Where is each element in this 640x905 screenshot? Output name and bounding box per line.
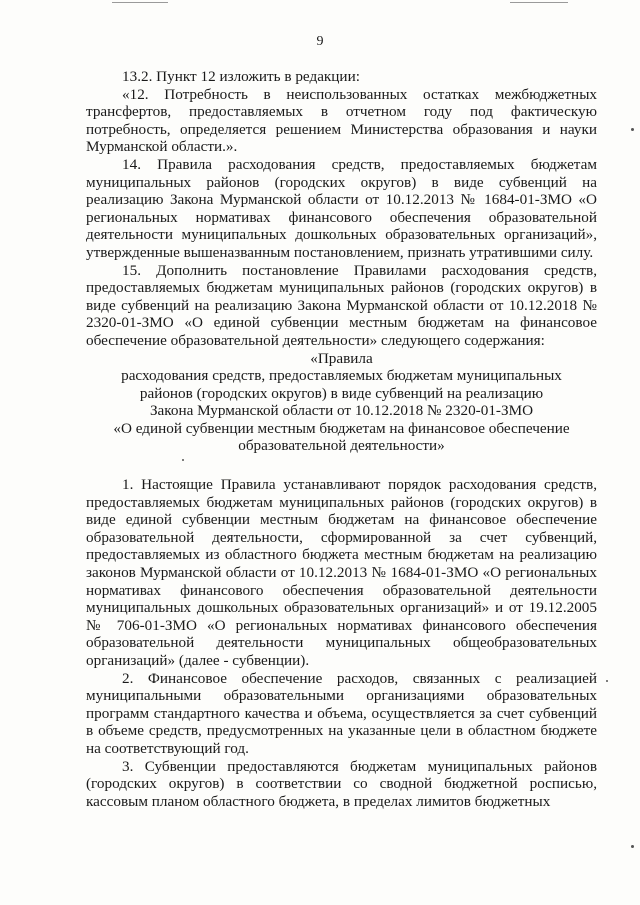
- document-body: [86, 68, 597, 810]
- rule-2: 2. Финансовое обеспечение расходов, связанных с реализацией муниципальными образовательными организациями образовательных программ стандартного качества и объема, осуществляется за счет субвенций в объеме средств, предусмотренных на указанные цели в областном бюджете на соответствующий год.: [86, 669, 597, 757]
- section-spacer: [86, 455, 597, 476]
- rule-3: 3. Субвенции предоставляются бюджетам муниципальных районов (городских округов) в соответствии со сводной бюджетной росписью, кассовым планом областного бюджета, в пределах лимитов бюджетных: [86, 757, 597, 810]
- rules-title-line: Закона Мурманской области от 10.12.2018 № 2320-01-ЗМО: [149, 402, 534, 420]
- scan-speck: [631, 128, 634, 131]
- rules-title-line: образовательной деятельности»: [238, 437, 445, 455]
- rule-1: 1. Настоящие Правила устанавливают порядок расходования средств, предоставляемых бюджетам муниципальных районов (городских округов) в виде единой субвенции местным бюджетам на финансовое обеспечение образовательной деятельности, сформированной за счет субвенций, предоставляемых из областного бюджета местным бюджетам на реализацию законов Мурманской области от 10.12.2013 № 1684-01-ЗМО «О региональных нормативах финансового обеспечения образовательной деятельности муниципальных дошкольных образовательных организаций» и от 19.12.2005 № 706-01-ЗМО «О региональных нормативах финансового обеспечения образовательной деятельности муниципальных общеобразовательных организаций» (далее - субвенции).: [86, 476, 597, 669]
- page-number: 9: [316, 34, 324, 49]
- scan-edge-mark-left: [112, 2, 168, 3]
- paragraph-13-2: 13.2. Пункт 12 изложить в редакции:: [122, 68, 360, 85]
- rules-title-line: районов (городских округов) в виде субвенций на реализацию: [139, 384, 544, 402]
- scan-speck: [606, 680, 608, 682]
- rules-title-line: «Правила: [310, 349, 373, 367]
- rules-title-line: «О единой субвенции местным бюджетам на финансовое обеспечение: [113, 419, 570, 437]
- paragraph-item-12: «12. Потребность в неиспользованных остатках межбюджетных трансфертов, предоставляемых в отчетном году под фактическую потребность, определяется решением Министерства образования и науки Мурманской области.».: [86, 85, 597, 156]
- rules-title: [86, 350, 597, 456]
- paragraph-14: 14. Правила расходования средств, предоставляемых бюджетам муниципальных районов (городских округов) в виде субвенций на реализацию Закона Мурманской области от 10.12.2013 № 1684-01-ЗМО «О региональных нормативах финансового обеспечения образовательной деятельности муниципальных дошкольных образовательных организаций», утвержденные вышеназванным постановлением, признать утратившими силу.: [86, 155, 597, 261]
- scan-speck: [631, 845, 634, 848]
- scan-edge-mark-right: [510, 2, 568, 3]
- paragraph-15: 15. Дополнить постановление Правилами расходования средств, предоставляемых бюджетам муниципальных районов (городских округов) в виде субвенций на реализацию Закона Мурманской области от 10.12.2018 № 2320-01-ЗМО «О единой субвенции местным бюджетам на финансовое обеспечение образовательной деятельности» следующего содержания:: [86, 261, 597, 349]
- rules-title-line: расходования средств, предоставляемых бюджетам муниципальных: [121, 367, 562, 385]
